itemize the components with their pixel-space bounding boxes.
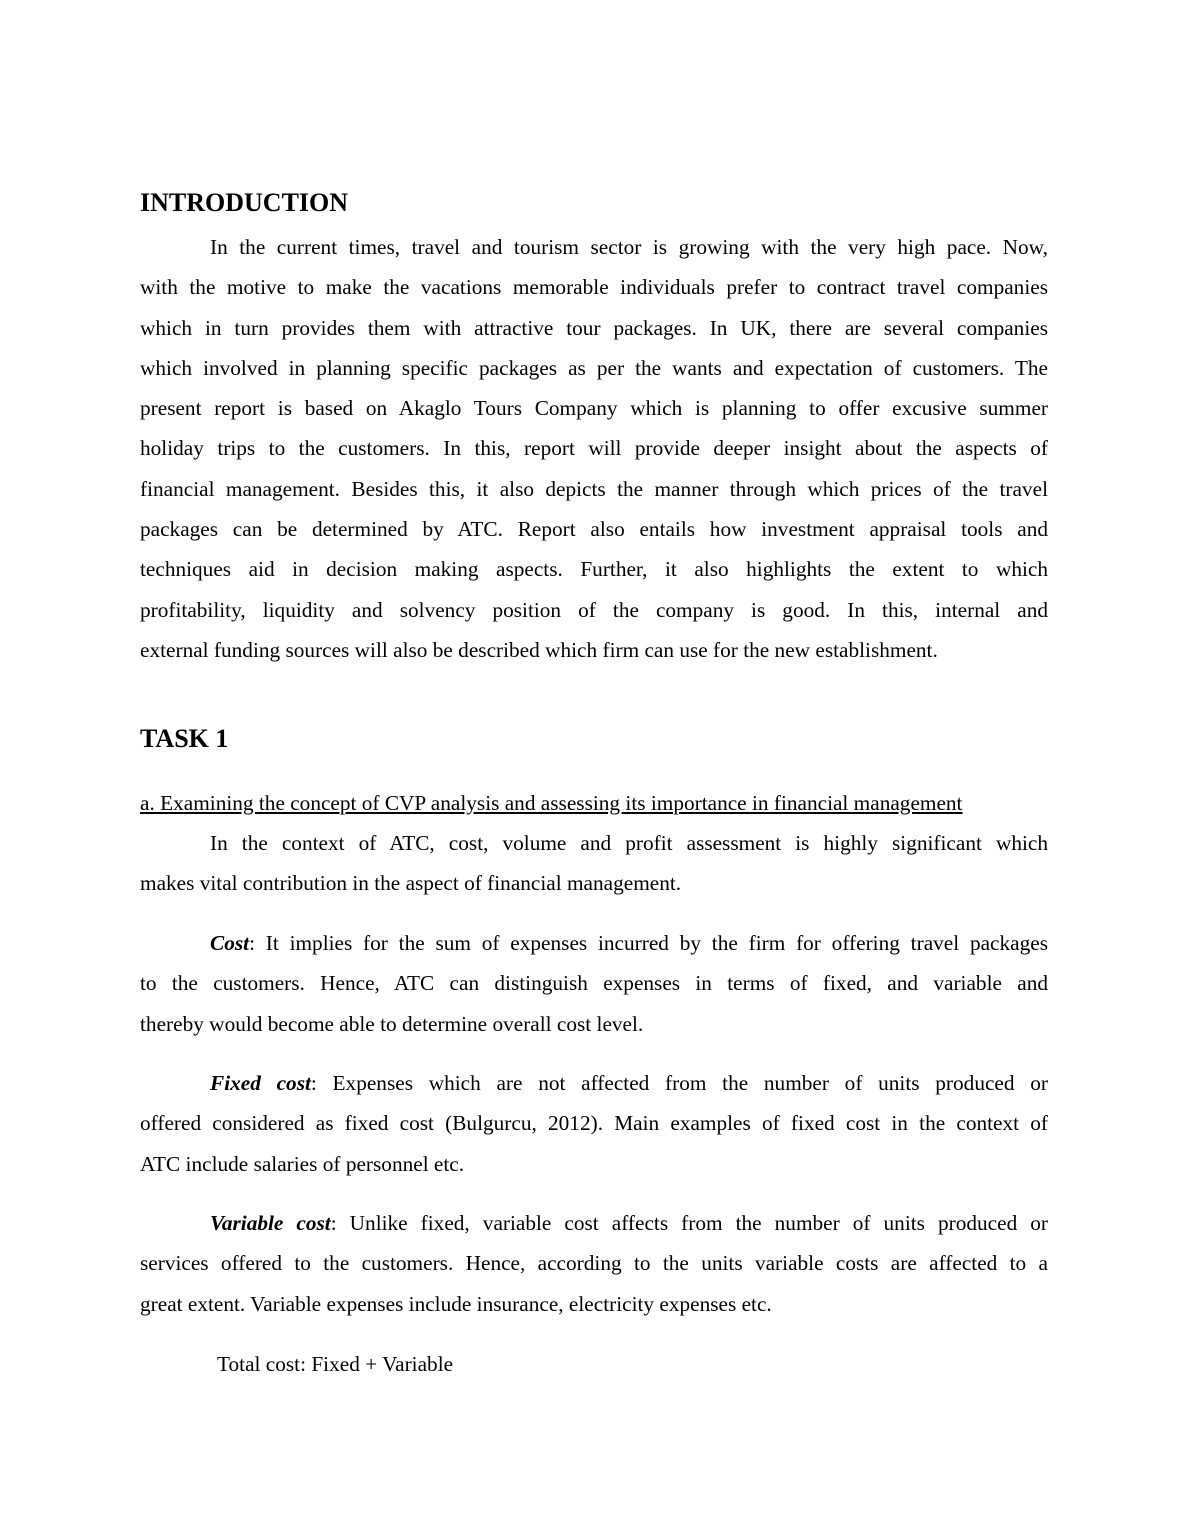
intro-paragraph [140, 227, 1048, 670]
text-line: offered considered as fixed cost (Bulgurcu, 2012). Main examples of fixed cost in the context of [140, 1111, 1048, 1136]
text-line: which in turn provides them with attractive tour packages. In UK, there are several companies [140, 315, 1048, 340]
text-line: present report is based on Akaglo Tours Company which is planning to offer excusive summer [140, 396, 1048, 421]
text-span: : It implies for the sum of expenses incurred by the firm for offering travel packages [249, 931, 1048, 955]
text-line: external funding sources will also be described which firm can use for the new establishment. [140, 637, 938, 662]
text-line: holiday trips to the customers. In this, report will provide deeper insight about the aspects of [140, 436, 1048, 461]
fixed-cost-paragraph [140, 1063, 1048, 1184]
text-line: profitability, liquidity and solvency position of the company is good. In this, internal and [140, 597, 1048, 622]
text-line: which involved in planning specific packages as per the wants and expectation of customers. The [140, 355, 1048, 380]
cost-paragraph [140, 923, 1048, 1044]
text-span: : Unlike fixed, variable cost affects from the number of units produced or [330, 1211, 1048, 1235]
task1-heading: TASK 1 [140, 724, 229, 753]
cvp-intro-paragraph [140, 823, 1048, 904]
text-line: In the current times, travel and tourism sector is growing with the very high pace. Now, [210, 235, 1048, 259]
text-line: techniques aid in decision making aspects. Further, it also highlights the extent to which [140, 557, 1048, 582]
text-line [140, 923, 1048, 963]
text-line: to the customers. Hence, ATC can distinguish expenses in terms of fixed, and variable and [140, 971, 1048, 996]
total-cost-formula: Total cost: Fixed + Variable [217, 1352, 454, 1376]
text-line: ATC include salaries of personnel etc. [140, 1151, 465, 1176]
task1-subheading: a. Examining the concept of CVP analysis and assessing its importance in financial management [140, 791, 963, 815]
text-line: makes vital contribution in the aspect of financial management. [140, 871, 682, 896]
term-label: Cost [210, 931, 250, 955]
term-label: Fixed cost [210, 1071, 311, 1095]
variable-cost-paragraph [140, 1203, 1048, 1324]
text-line: In the context of ATC, cost, volume and profit assessment is highly significant which [210, 831, 1048, 855]
text-line: packages can be determined by ATC. Report also entails how investment appraisal tools and [140, 517, 1048, 542]
text-line: great extent. Variable expenses include insurance, electricity expenses etc. [140, 1291, 772, 1316]
text-line: thereby would become able to determine overall cost level. [140, 1011, 644, 1036]
text-line: financial management. Besides this, it also depicts the manner through which prices of the travel [140, 476, 1048, 501]
text-span: : Expenses which are not affected from the number of units produced or [310, 1071, 1048, 1095]
intro-heading: INTRODUCTION [140, 188, 349, 217]
text-line: with the motive to make the vacations memorable individuals prefer to contract travel companies [140, 275, 1048, 300]
text-line [140, 1203, 1048, 1243]
text-line: services offered to the customers. Hence, according to the units variable costs are affected to a [140, 1251, 1048, 1276]
text-line [140, 1063, 1048, 1103]
term-label: Variable cost [210, 1211, 331, 1235]
